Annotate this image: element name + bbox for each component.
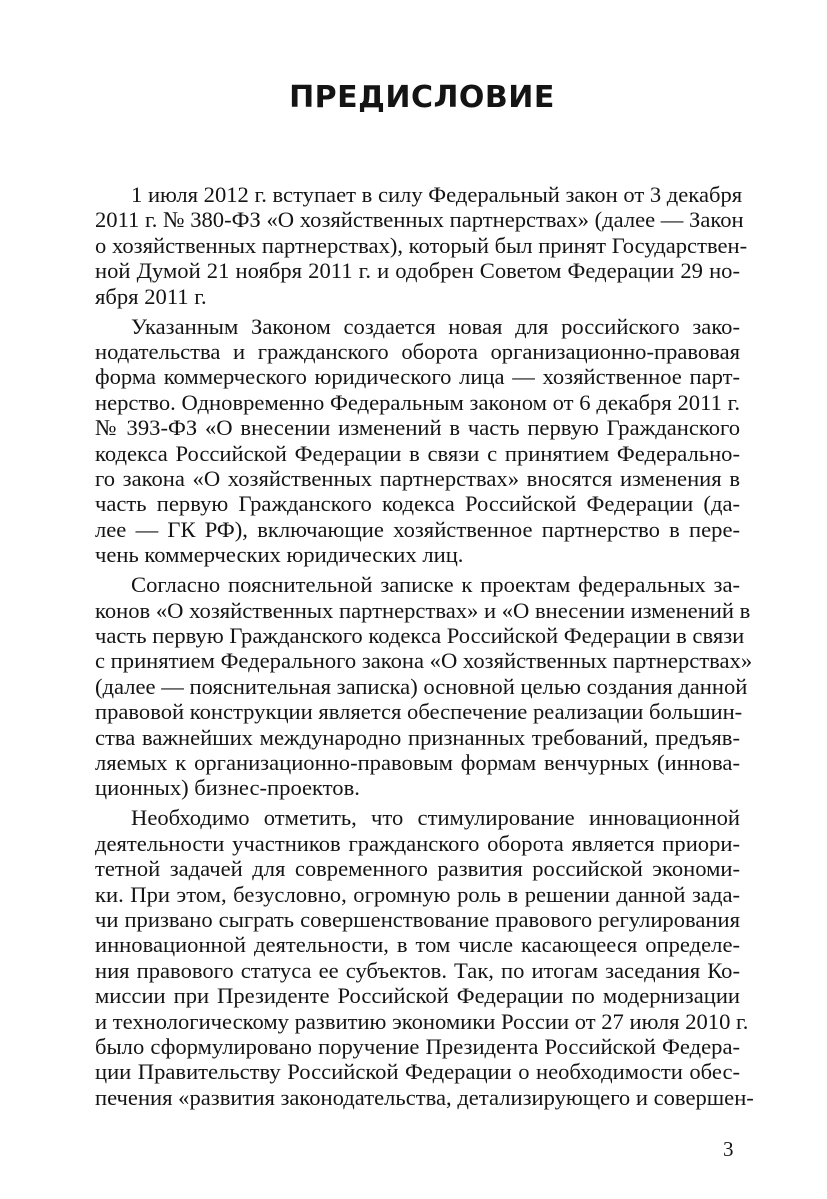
text-line: ния правового статуса ее субъектов. Так, по итогам заседания Ко- xyxy=(95,957,740,983)
text-line: миссии при Президенте Российской Федерации по модернизации xyxy=(95,983,740,1009)
text-line: го закона «О хозяйственных партнерствах» вносятся изменения в xyxy=(95,465,740,491)
text-line: часть первую Гражданского кодекса Российской Федерации (да- xyxy=(95,491,740,517)
text-line: форма коммерческого юридического лица — хозяйственное парт- xyxy=(95,364,740,390)
paragraph xyxy=(95,182,748,309)
text-line: нодательства и гражданского оборота организационно-правовая xyxy=(95,339,740,365)
text-line: кодекса Российской Федерации в связи с принятием Федерально- xyxy=(95,440,740,466)
text-line: чень коммерческих юридических лиц. xyxy=(95,542,464,568)
text-line: было сформулировано поручение Президента Российской Федера- xyxy=(95,1033,740,1059)
text-line: ки. При этом, безусловно, огромную роль в решении данной зада- xyxy=(95,881,740,907)
text-line: ции Правительству Российской Федерации о необходимости обес- xyxy=(95,1059,740,1085)
paragraph xyxy=(95,805,754,1110)
page-heading: ПРЕДИСЛОВИЕ xyxy=(289,80,555,115)
text-line: и технологическому развитию экономики России от 27 июля 2010 г. xyxy=(95,1008,749,1034)
text-line: деятельности участников гражданского оборота является приори- xyxy=(95,830,740,856)
text-line: чи призвано сыграть совершенствование правового регулирования xyxy=(95,907,740,932)
text-line: ционных) бизнес-проектов. xyxy=(95,775,360,801)
text-line: тетной задачей для современного развития российской экономи- xyxy=(95,856,740,882)
text-line: о хозяйственных партнерствах), который был принят Государствен- xyxy=(95,232,748,258)
page-number: 3 xyxy=(723,1137,734,1161)
text-line: 2011 г. № 380-ФЗ «О хозяйственных партнерствах» (далее — Закон xyxy=(95,207,744,233)
text-line: Необходимо отметить, что стимулирование инновационной xyxy=(131,805,740,831)
text-line: часть первую Гражданского кодекса Российской Федерации в связи xyxy=(95,623,745,649)
text-line: ября 2011 г. xyxy=(95,283,207,309)
text-line: Согласно пояснительной записке к проектам федеральных за- xyxy=(131,572,740,598)
text-line: инновационной деятельности, в том числе касающееся определе- xyxy=(95,932,740,958)
text-line: конов «О хозяйственных партнерствах» и «О внесении изменений в xyxy=(95,597,751,623)
text-line: с принятием Федерального закона «О хозяйственных партнерствах» xyxy=(95,648,753,674)
body-text xyxy=(95,182,754,1110)
text-line: правовой конструкции является обеспечение реализации большин- xyxy=(95,699,743,725)
text-line: Указанным Законом создается новая для российского зако- xyxy=(131,313,740,339)
text-line: № 393-ФЗ «О внесении изменений в часть первую Гражданского xyxy=(95,415,740,441)
text-line: нерство. Одновременно Федеральным законом от 6 декабря 2011 г. xyxy=(95,389,740,415)
text-line: 1 июля 2012 г. вступает в силу Федеральный закон от 3 декабря xyxy=(131,182,743,207)
text-line: ной Думой 21 ноября 2011 г. и одобрен Советом Федерации 29 но- xyxy=(95,258,740,284)
paragraph xyxy=(95,572,753,801)
text-line: ства важнейших международно признанных требований, предъяв- xyxy=(95,724,740,750)
text-line: (далее — пояснительная записка) основной целью создания данной xyxy=(95,673,748,699)
text-line: печения «развития законодательства, детализирующего и совершен- xyxy=(95,1084,754,1110)
text-line: ляемых к организационно-правовым формам венчурных (иннова- xyxy=(95,749,740,775)
text-line: лее — ГК РФ), включающие хозяйственное партнерство в пере- xyxy=(95,516,740,542)
paragraph xyxy=(95,314,740,568)
